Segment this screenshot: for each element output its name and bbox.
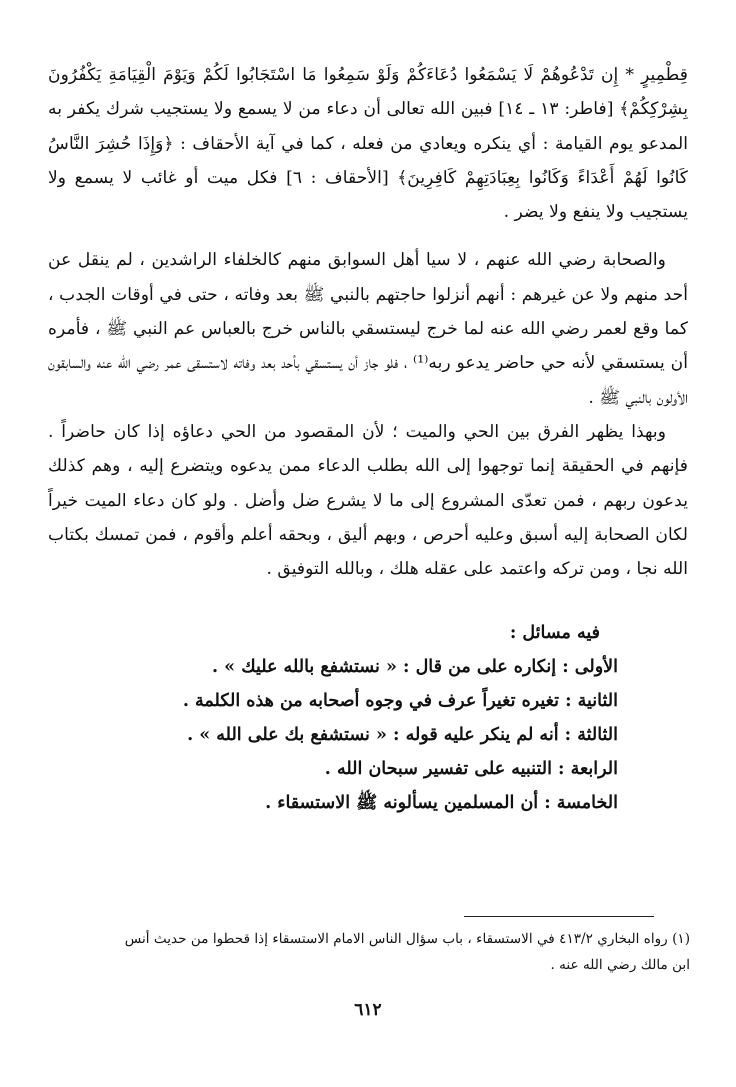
page-number: ٦١٢ bbox=[354, 1000, 382, 1020]
issue-item-2: الثانية : تغيره تغيراً عرف في وجوه أصحابه من هذه الكلمة . bbox=[182, 691, 618, 712]
issues-section bbox=[48, 616, 688, 820]
issue-item-4: الرابعة : التنبيه على تفسير سبحان الله . bbox=[324, 759, 618, 780]
issue-item-3: الثالثة : أنه لم ينكر عليه قوله : « نستشفع بك على الله » . bbox=[187, 725, 618, 746]
paragraph-difference bbox=[48, 415, 688, 586]
footnote-line-1: (١) رواه البخاري ٤١٣/٢ في الاستسقاء ، باب سؤال الناس الامام الاستسقاء إذا قحطوا من حديث أنس bbox=[124, 931, 690, 947]
paragraph-companions-text: والصحابة رضي الله عنهم ، لا سيا أهل السوابق منهم كالخلفاء الراشدين ، لم ينقل عن أحد منهم ولا عن غيرهم : أنهم أنزلوا حاجتهم بالنبي ﷺ بعد وفاته ، حتى في أوقات الجدب ، كما وقع لعمر رضي الله عنه لما خرج ليستسقي بالناس خرج بالعباس عم النبي ﷺ ، فأمره أن يستسقي لأنه حي حاضر يدعو ربه⁽¹⁾ ، فلو جاز أن يستسقي بأحد بعد وفاته لاستسقى عمر رضي الله عنه والسابقون الأولون بالنبي ﷺ . bbox=[48, 250, 688, 408]
issue-item-5: الخامسة : أن المسلمين يسألونه ﷺ الاستسقاء . bbox=[265, 793, 618, 814]
paragraph-continuation: قِطْمِيرٍ * إِن تَدْعُوهُمْ لَا يَسْمَعُوا دُعَاءَكُمْ وَلَوْ سَمِعُوا مَا اسْتَجَابُوا لَكُمْ وَيَوْمَ الْقِيَامَةِ يَكْفُرُونَ بِشِرْكِكُمْ﴾ [فاطر: ١٣ ـ ١٤] فبين الله تعالى أن دعاء من لا يسمع ولا يستجيب شرك يكفر به المدعو يوم القيامة : أي ينكره ويعادي من فعله ، كما في آية الأحقاف : ﴿وَإِذَا حُشِرَ النَّاسُ كَانُوا لَهُمْ أَعْدَاءً وَكَانُوا بِعِبَادَتِهِمْ كَافِرِينَ﴾ [الأحقاف : ٦] فكل ميت أو غائب لا يسمع ولا يستجيب ولا ينفع ولا يضر . bbox=[48, 65, 688, 223]
paragraph-companions bbox=[48, 243, 688, 414]
footnote-line-2: ابن مالك رضي الله عنه . bbox=[550, 957, 690, 973]
page-body bbox=[48, 58, 688, 820]
issues-title: فيه مسائل : bbox=[509, 623, 600, 644]
footnote-divider bbox=[464, 916, 654, 917]
issue-item-1: الأولى : إنكاره على من قال : « نستشفع بالله عليك » . bbox=[211, 657, 618, 678]
footnotes bbox=[48, 926, 690, 978]
paragraph-difference-text: وبهذا يظهر الفرق بين الحي والميت ؛ لأن المقصود من الحي دعاؤه إذا كان حاضراً . فإنهم في الحقيقة إنما توجهوا إلى الله بطلب الدعاء ممن يدعوه ويتضرع إليه ، وهم كذلك يدعون ربهم ، فمن تعدّى المشروع إلى ما لا يشرع ضل وأضل . ولو كان دعاء الميت خيراً لكان الصحابة إليه أسبق وعليه أحرص ، وبهم أليق ، وبحقه أعلم وأقوم ، فمن تمسك بكتاب الله نجا ، ومن تركه واعتمد على عقله هلك ، وبالله التوفيق . bbox=[48, 421, 688, 580]
